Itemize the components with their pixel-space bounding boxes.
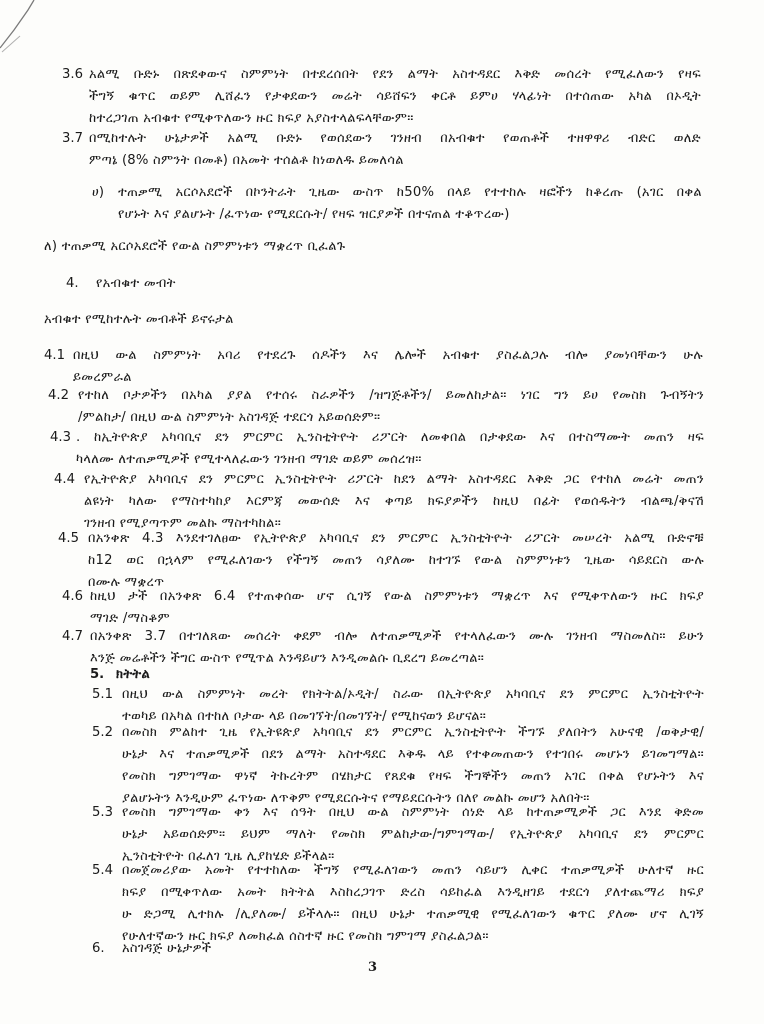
section-5-title: ክትትል bbox=[116, 667, 151, 682]
item-number-4-4: 4.4 bbox=[54, 472, 75, 487]
paragraph-line: ሁኔታ አይወሰድም። ይህም ማለት የመስክ ምልከታው/ግምገማው/ የኢትዮጵያ አካባቢና ደን ምርምር bbox=[122, 827, 704, 842]
section-4-number: 4. bbox=[66, 276, 79, 291]
paragraph-line: ምጣኔ (8% ስምንት በመቶ) በአመት ተሰልቶ ከነወለዱ ይመለሳል bbox=[89, 153, 404, 168]
paragraph-line: የተከለ ቦታዎችን በአካል ያያል የተሰሩ ስራዎችን /ዝግጅቶችን/ ይመለከታል። ነገር ግን ይሀ የመስክ ጉብኝትን bbox=[78, 388, 704, 403]
paragraph-line: በዚህ ውል ስምምነት አባሪ የተደረጉ ሰዶችን እና ሌሎች አብቁተ ያስፈልጋሉ ብሎ ያመነባቸውን ሁሉ bbox=[73, 348, 703, 363]
paragraph-line: . ከኢትዮጵያ አካባቢና ደን ምርምር ኢንስቲትዮት ሪፖርት ለመቀበል በታቀደው እና በተስማሙት መጠን ዛፍ bbox=[76, 430, 704, 445]
paragraph-4-3 bbox=[76, 427, 704, 471]
paragraph-line: በመስክ ምልከተ ጊዜ የኢትዩጵያ አካባቢና ደን ምርምር ኢንስቲትዮት ችግኙ ያለበትን አሁናዊ /ወቅታዊ/ bbox=[122, 725, 704, 740]
sub-item-label-u: ሀ) bbox=[92, 185, 105, 200]
section-6-number: 6. bbox=[92, 941, 105, 956]
paragraph-4-7 bbox=[90, 626, 704, 670]
paragraph-line: /ምልከታ/ በዚህ ውል ስምምነት አስገዳጅ ተደርጎ አይወሰድም። bbox=[78, 410, 381, 425]
paragraph-line: በአንቀጽ 3.7 በተገለጸው መሰረት ቀደም ብሎ ለተጠቃሚዎች የተላለፈውን ሙሉ ገንዘብ ማስመለስ። ይሁን bbox=[90, 629, 704, 644]
item-number-4-3: 4.3 bbox=[50, 430, 71, 445]
paragraph-line: ያልሆኑትን እንዲሁም ፈጥነው ለጥቅም የሚደርሱትና የማይደርሱትን በለየ መልኩ መሆን አለበት። bbox=[122, 791, 590, 806]
paragraph-5-3 bbox=[122, 802, 704, 868]
paragraph-line: ይመረምራል bbox=[73, 370, 132, 385]
sub-item-l bbox=[44, 236, 345, 258]
paragraph-line: ተጠቃሚ አርሶአደሮች በኮንትራት ጊዜው ውስጥ ከ50% በላይ የተተከሉ ዛፎችን ከቆረጡ (አገር በቀል bbox=[118, 185, 702, 200]
section-6-title: አስገዳጅ ሁኔታዎች bbox=[122, 941, 212, 956]
section-4-intro: አብቁተ የሚከተሉት መብቶች ይኖሩታል bbox=[44, 312, 234, 327]
paragraph-line: ሁኔታ እና ተጠቃሚዎች በደን ልማት አስተዳደር እቅዱ ላይ የተቀመጠውን የተገበሩ መሆኑን ይገመግማል። bbox=[122, 747, 704, 762]
item-number-5-3: 5.3 bbox=[92, 805, 113, 820]
paragraph-line: ለ) ተጠቃሚ አርሶአደሮች የውል ስምምነቱን ማቋረጥ ቢፈልጉ bbox=[44, 239, 346, 254]
paragraph-line: በሚከተሉት ሁኔታዎች አልሚ ቡድኑ የወሰደውን ገንዘብ በአብቁተ የወጠቶች ተዘዋዋሪ ብድር ወለድ bbox=[89, 131, 701, 146]
paragraph-5-4 bbox=[122, 860, 704, 948]
sub-item-u bbox=[118, 182, 702, 226]
page-corner-fold-mark bbox=[0, 0, 60, 60]
page-number: 3 bbox=[368, 960, 378, 975]
paragraph-line: አልሚ ቡድኑ በጽደቀውና ስምምነት በተደረሰበት የደን ልማት አስተዳደር እቅድ መሰረት የሚፈለውን የዛፍ bbox=[89, 67, 701, 82]
paragraph-line: እንጅ መሬቶችን ችግር ውስጥ የሚጥል እንዳይሆን እንዲመልሱ ቢደረግ ይመረጣል። bbox=[90, 651, 485, 666]
item-number-4-5: 4.5 bbox=[58, 531, 79, 546]
paragraph-5-2 bbox=[122, 722, 704, 810]
paragraph-4-4 bbox=[84, 469, 704, 535]
item-number-3-7: 3.7 bbox=[62, 131, 83, 146]
paragraph-line: ተወካይ በአካል በተከለ ቦታው ላይ በመገኘት/በመገኘት/ የሚከናወን ይሆናል። bbox=[122, 709, 487, 724]
paragraph-line: ችግኝ ቁጥር ወይም ሊሸፈን የታቀደውን መሬት ሳይሸፍን ቀርቶ ይምሀ ሃላፊነት በተሰጠው አካል በኦዲት bbox=[89, 89, 701, 104]
item-number-4-2: 4.2 bbox=[48, 388, 69, 403]
paragraph-line: ሁ ድጋሚ ሊተክሉ /ሊያለሙ/ ይችላሉ። በዚህ ሁኔታ ተጠቃሚዊ የሚፈለገውን ቁጥር ያለሙ ሆኖ ሊገኝ bbox=[122, 907, 704, 922]
paragraph-line: በመጀመሪያው አመት የተተከለው ችግኝ የሚፈለገውን መጠን ሳይሆን ሊቀር ተጠቃሚዎች ሁለተኛ ዙር bbox=[122, 863, 704, 878]
paragraph-line: ማገድ /ማስቆም bbox=[90, 611, 171, 626]
paragraph-line: ከ12 ወር በኋላም የሚፈለገውን የችግኝ መጠን ሳያለሙ ከተገኙ የውል ስምምነቱን ጊዜው ሳይደርስ ውሉ bbox=[88, 553, 704, 568]
paragraph-line: ክፍያ በሚቀጥለው አመት ክትትል እስከረጋገጥ ድረስ ሳይከፈል እንዲዘገይ ተደርጎ ያለተጨማሪ ክፍያ bbox=[122, 885, 704, 900]
item-number-5-1: 5.1 bbox=[92, 687, 113, 702]
paragraph-line: ካላለሙ ለተጠቃሚዎች የሚተላለፈውን ገንዘብ ማገድ ወይም መሰረዝ። bbox=[76, 452, 422, 467]
item-number-4-7: 4.7 bbox=[62, 629, 83, 644]
paragraph-line: በአንቀጽ 4.3 እንደተገለፀው የኢትዮጵያ አካባቢና ደን ምርምር ኢንስቲትዮት ሪፖርት መሠረት አልሚ ቡድኖቹ bbox=[88, 531, 704, 546]
item-number-5-2: 5.2 bbox=[92, 725, 113, 740]
item-number-4-6: 4.6 bbox=[62, 589, 83, 604]
paragraph-line: ከተረጋገጠ አብቁተ የሚቀጥለውን ዙር ክፍያ አያስተላልፍላቸውም። bbox=[89, 111, 414, 126]
paragraph-4-5 bbox=[88, 528, 704, 594]
paragraph-4-1 bbox=[73, 345, 703, 389]
paragraph-4-6 bbox=[90, 586, 704, 630]
section-4-title: የአብቁተ መብት bbox=[96, 276, 176, 291]
paragraph-line: በዚህ ውል ስምምነት መረት የክትትል/ኦዲት/ ስራው በኢትዮጵያ አካባቢና ደን ምርምር ኢንስቲትዮት bbox=[122, 687, 704, 702]
item-number-4-1: 4.1 bbox=[44, 348, 65, 363]
paragraph-line: ከዚህ ታች በአንቀጽ 6.4 የተጠቀሰው ሆኖ ሲገኝ የውል ስምምነቱን ማቋረጥ እና የሚቀጥለውን ዙር ክፍያ bbox=[90, 589, 704, 604]
item-number-5-4: 5.4 bbox=[92, 863, 113, 878]
paragraph-line: በሙሉ ማቋረጥ bbox=[88, 575, 165, 590]
paragraph-3-7 bbox=[89, 128, 701, 172]
paragraph-4-2 bbox=[78, 385, 704, 429]
paragraph-line: የመስክ ግምገማው ዋነኛ ትኩረትም በሄክታር የጸደቁ የዛፍ ችግኞችን መጠን አገር በቀል የሆኑትን እና bbox=[122, 769, 704, 784]
section-5-number: 5. bbox=[90, 667, 105, 682]
paragraph-line: ገንዘብ የሚያጣጥም መልኩ ማስተካከል። bbox=[84, 516, 282, 531]
item-number-3-6: 3.6 bbox=[62, 67, 83, 82]
paragraph-line: የሁለተኛውን ዙር ክፍያ ለመክፈል ሰስተኛ ዙር የመስክ ግምገማ ያስፈልጋል። bbox=[122, 929, 489, 944]
paragraph-line: ኢንስቲትዮት በፈለገ ጊዜ ሊያከሄድ ይችላል። bbox=[122, 849, 335, 864]
paragraph-line: የሆኑት እና ያልሆኑት /ፈጥነው የሚደርሱት/ የዛፍ ዝርያዎች በተናጠል ተቆጥረው) bbox=[118, 207, 510, 222]
paragraph-line: የመስክ ግምገማው ቀን እና ሰዓት በዚህ ውል ስምምነት ሰነድ ላይ ከተጠቃሚዎች ጋር እንደ ቅድመ bbox=[122, 805, 704, 820]
paragraph-line: ልዩነት ካለው የማስተካከያ እርምጃ መውሰድ እና ቀጣይ ክፍያዎችን ከዚህ በፊት የወሰዱትን ብልጫ/ቅናሽ bbox=[84, 494, 704, 509]
paragraph-3-6 bbox=[89, 64, 701, 130]
paragraph-line: የኢትዮጵያ አካባቢና ደን ምርምር ኢንስቲትዮት ሪፖርት ከደን ልማት አስተዳደር እቅድ ጋር የተከለ መሬት መጠን bbox=[84, 472, 704, 487]
